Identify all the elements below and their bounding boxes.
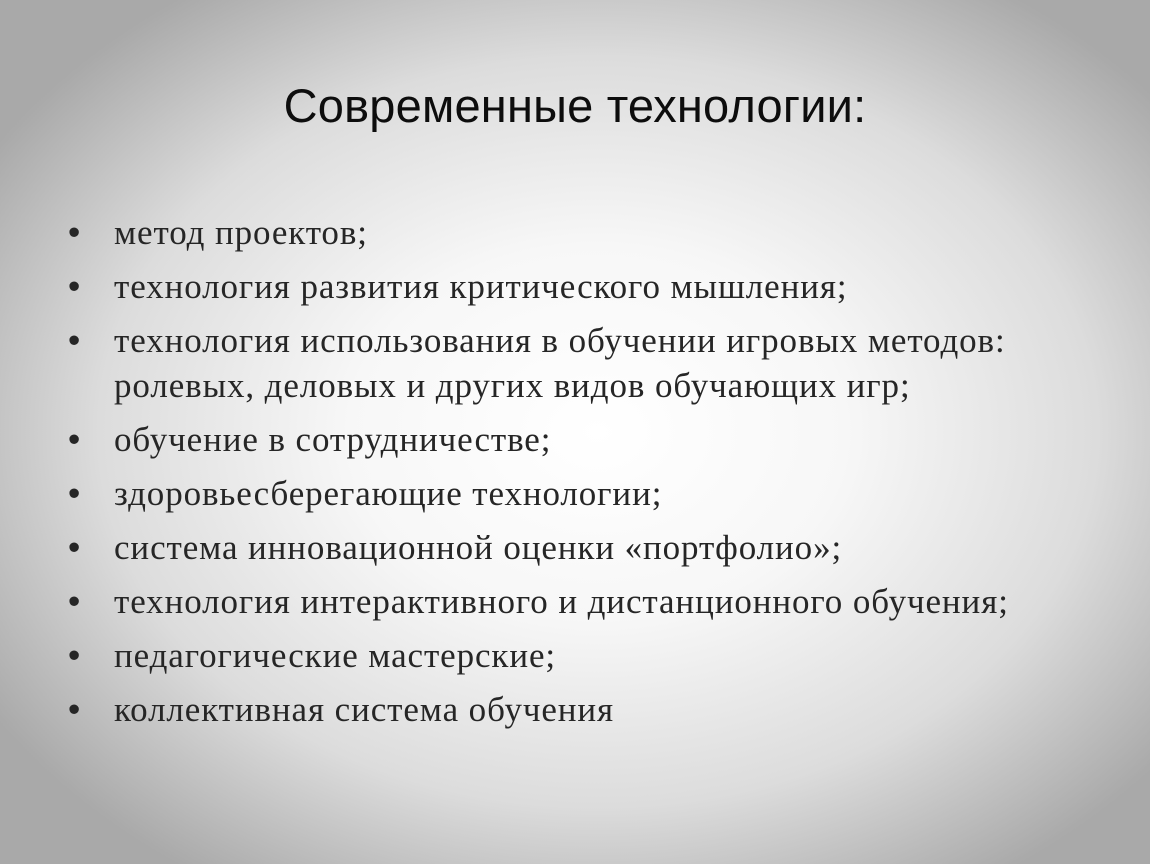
bullet-icon: • bbox=[68, 528, 82, 567]
bullet-icon: • bbox=[68, 690, 82, 729]
list-item-text: технология интерактивного и дистанционного обучения; bbox=[114, 582, 1009, 621]
bullet-icon: • bbox=[68, 636, 82, 675]
list-item bbox=[68, 210, 1088, 255]
slide-title: Современные технологии: bbox=[283, 79, 867, 132]
bullet-icon: • bbox=[68, 267, 82, 306]
list-item bbox=[68, 264, 1088, 309]
list-item bbox=[68, 417, 1088, 462]
list-item bbox=[68, 687, 1088, 732]
list-item-text: педагогические мастерские; bbox=[114, 636, 557, 675]
bullet-icon: • bbox=[68, 213, 82, 252]
list-item-text: система инновационной оценки «портфолио»; bbox=[114, 528, 843, 567]
bullet-list bbox=[68, 210, 1088, 741]
list-item bbox=[68, 525, 1088, 570]
bullet-icon: • bbox=[68, 321, 82, 360]
list-item-text: коллективная система обучения bbox=[114, 690, 615, 729]
list-item bbox=[68, 318, 1088, 408]
list-item bbox=[68, 633, 1088, 678]
list-item bbox=[68, 579, 1088, 624]
list-item-text: технология использования в обучении игровых методов: ролевых, деловых и других видов обучающих игр; bbox=[114, 321, 1006, 405]
list-item-text: технология развития критического мышления; bbox=[114, 267, 848, 306]
list-item-text: здоровьесберегающие технологии; bbox=[114, 474, 663, 513]
list-item-text: метод проектов; bbox=[114, 213, 368, 252]
list-item-text: обучение в сотрудничестве; bbox=[114, 420, 552, 459]
bullet-icon: • bbox=[68, 420, 82, 459]
list-item bbox=[68, 471, 1088, 516]
bullet-icon: • bbox=[68, 474, 82, 513]
bullet-icon: • bbox=[68, 582, 82, 621]
